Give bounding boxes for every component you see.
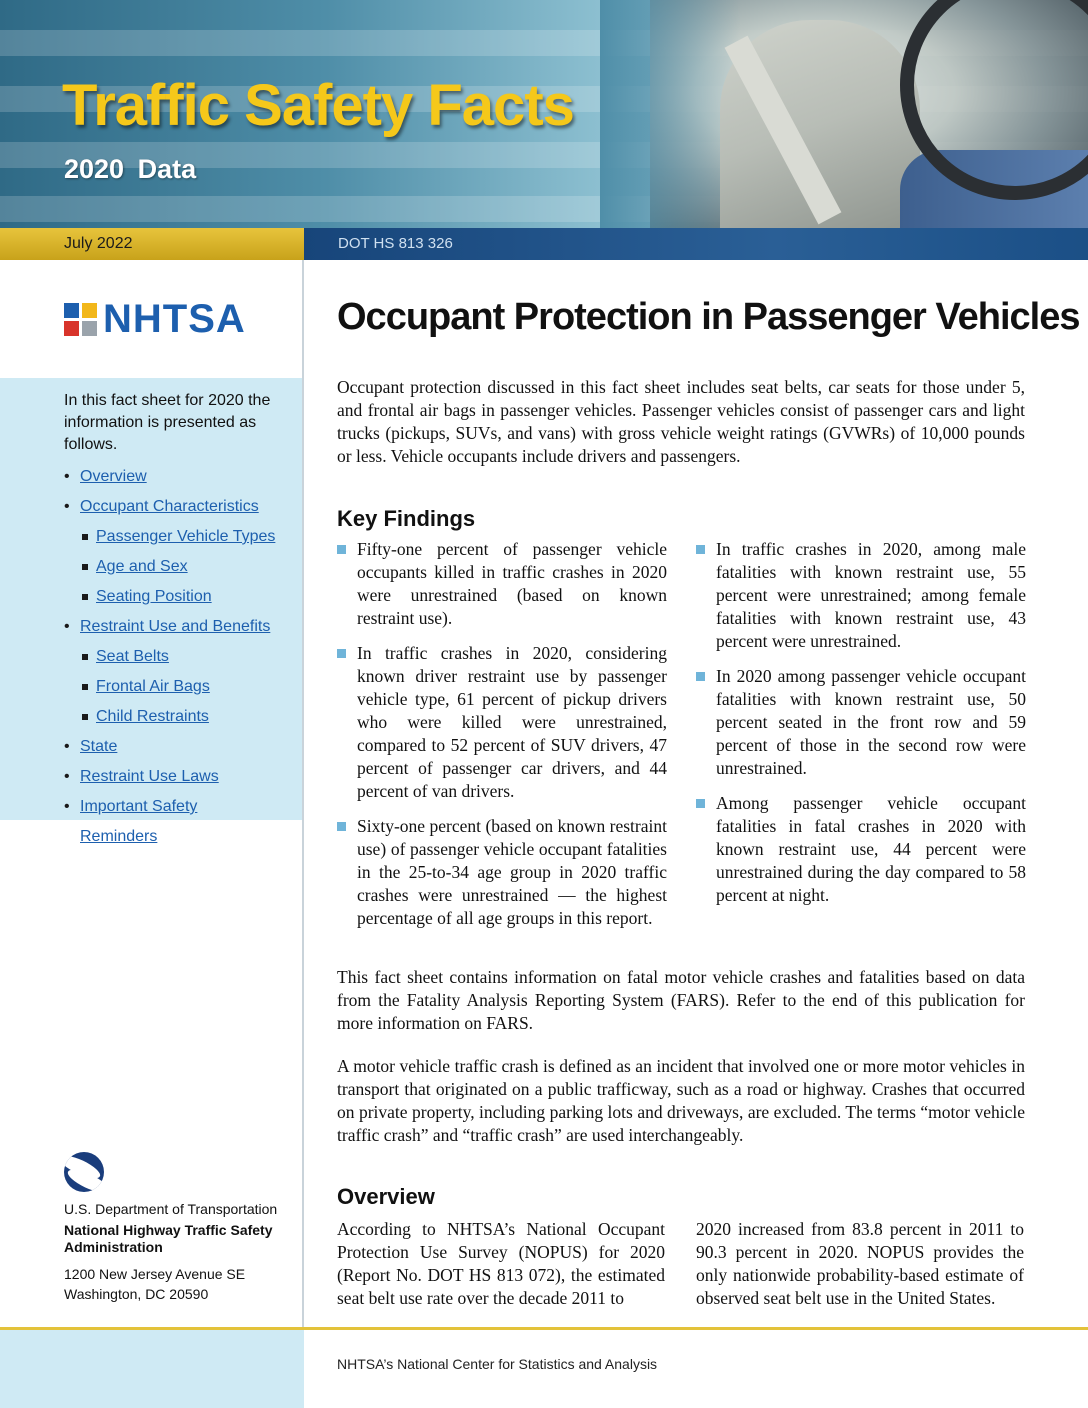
toc-link[interactable]: Seating Position	[96, 588, 212, 605]
publication-title: Traffic Safety Facts	[62, 73, 574, 138]
agency-block	[64, 1200, 300, 1304]
toc-item	[64, 702, 278, 732]
toc-item	[64, 762, 278, 792]
toc-item	[64, 522, 278, 552]
toc-link[interactable]: Frontal Air Bags	[96, 678, 210, 695]
toc-item	[64, 672, 278, 702]
toc-item	[64, 552, 278, 582]
key-findings-heading: Key Findings	[337, 506, 476, 531]
toc-link[interactable]: Child Restraints	[96, 708, 209, 725]
department-name: U.S. Department of Transportation	[64, 1201, 278, 1217]
key-finding: Among passenger vehicle occupant fatalities in fatal crashes in 2020 with known restraint use, 44 percent were unrestrained during the day compared to 58 percent at night.	[696, 792, 1026, 907]
key-finding: Sixty-one percent (based on known restraint use) of passenger vehicle occupant fatalities in the 25-to-34 age group in 2020 traffic crashes were unrestrained — the highest percentage of all age groups in this report.	[337, 815, 667, 930]
overview-right-column: 2020 increased from 83.8 percent in 2011 to 90.3 percent in 2020. NOPUS provides the only nationwide probability-based estimate of observed seat belt use in the United States.	[696, 1219, 1024, 1308]
overview-left-column: According to NHTSA’s National Occupant Protection Use Survey (NOPUS) for 2020 (Report No. DOT HS 813 072), the estimated seat belt use rate over the decade 2011 to	[337, 1219, 665, 1308]
toc-link[interactable]: State	[80, 738, 118, 755]
toc-item	[64, 462, 278, 492]
key-finding: Fifty-one percent of passenger vehicle occupants killed in traffic crashes in 2020 were unrestrained (based on known restraint use).	[337, 538, 667, 630]
fars-paragraph: This fact sheet contains information on fatal motor vehicle crashes and fatalities based on data from the Fatality Analysis Reporting System (FARS). Refer to the end of this publication for more information on FARS.	[337, 967, 1025, 1033]
motorcycle-icon	[64, 321, 79, 336]
toc-link[interactable]: Overview	[80, 468, 147, 485]
toc-item	[64, 642, 278, 672]
key-finding: In traffic crashes in 2020, considering known driver restraint use by passenger vehicle type, 61 percent of pickup drivers who were killed were unrestrained, compared to 52 percent of SUV drivers, 47 percent of passenger car drivers, and 44 percent of van drivers.	[337, 642, 667, 803]
key-findings-left-column	[337, 538, 667, 942]
table-of-contents	[0, 378, 302, 845]
header-photo-fade	[600, 0, 740, 228]
publication-date: July 2022	[64, 235, 133, 252]
report-number: DOT HS 813 326	[338, 235, 453, 252]
nhtsa-logo-text: NHTSA	[103, 296, 246, 341]
key-finding: In traffic crashes in 2020, among male fatalities with known restraint use, 55 percent were unrestrained; among female fatalities with known restraint use, 43 percent were unrestrained.	[696, 538, 1026, 653]
toc-link[interactable]: Seat Belts	[96, 648, 169, 665]
footer-sidebar-band	[0, 1330, 304, 1408]
pedestrian-icon	[82, 303, 97, 318]
toc-link[interactable]: Restraint Use and Benefits	[80, 618, 271, 635]
agency-name: National Highway Traffic Safety Administration	[64, 1222, 273, 1255]
toc-link[interactable]: Age and Sex	[96, 558, 188, 575]
toc-link[interactable]: Occupant Characteristics	[80, 498, 259, 515]
footer-text: NHTSA’s National Center for Statistics and Analysis	[337, 1356, 658, 1372]
address-line-2: Washington, DC 20590	[64, 1286, 209, 1302]
toc-list	[64, 462, 278, 845]
dot-logo-icon	[64, 1152, 104, 1192]
nhtsa-logo-icons	[64, 303, 97, 336]
toc-intro: In this fact sheet for 2020 the information is presented as follows.	[64, 392, 271, 453]
car-icon	[64, 303, 79, 318]
key-findings-right-column	[696, 538, 1026, 919]
publication-subtitle: 2020 Data	[64, 154, 197, 184]
key-finding: In 2020 among passenger vehicle occupant fatalities with known restraint use, 50 percent seated in the front row and 59 percent of those in the second row were unrestrained.	[696, 665, 1026, 780]
date-bar	[0, 228, 304, 260]
page-title: Occupant Protection in Passenger Vehicles	[337, 296, 1080, 338]
footer-rule	[0, 1327, 1088, 1330]
toc-item	[64, 792, 278, 845]
overview-heading: Overview	[337, 1184, 435, 1209]
toc-link[interactable]: Restraint Use Laws	[80, 768, 219, 785]
toc-item	[64, 612, 278, 642]
crash-definition-paragraph: A motor vehicle traffic crash is defined as an incident that involved one or more motor vehicles in transport that originated on a public trafficway, such as a road or highway. Crashes that occurred on private property, including parking lots and driveways, are excluded. The terms “motor vehicle traffic crash” and “traffic crash” are used interchangeably.	[337, 1056, 1025, 1145]
nhtsa-logo	[64, 296, 246, 341]
toc-link[interactable]: Passenger Vehicle Types	[96, 528, 276, 545]
toc-item	[64, 732, 278, 762]
star-icon	[82, 321, 97, 336]
toc-item	[64, 582, 278, 612]
toc-link[interactable]: Important Safety Reminders	[80, 798, 198, 845]
intro-paragraph: Occupant protection discussed in this fact sheet includes seat belts, car seats for those under 5, and frontal air bags in passenger vehicles. Passenger vehicles consist of passenger cars and light trucks (pickups, SUVs, and vans) with gross vehicle weight ratings (GVWRs) of 10,000 pounds or less. Vehicle occupants include drivers and passengers.	[337, 377, 1025, 466]
address-line-1: 1200 New Jersey Avenue SE	[64, 1266, 246, 1282]
toc-item	[64, 492, 278, 522]
